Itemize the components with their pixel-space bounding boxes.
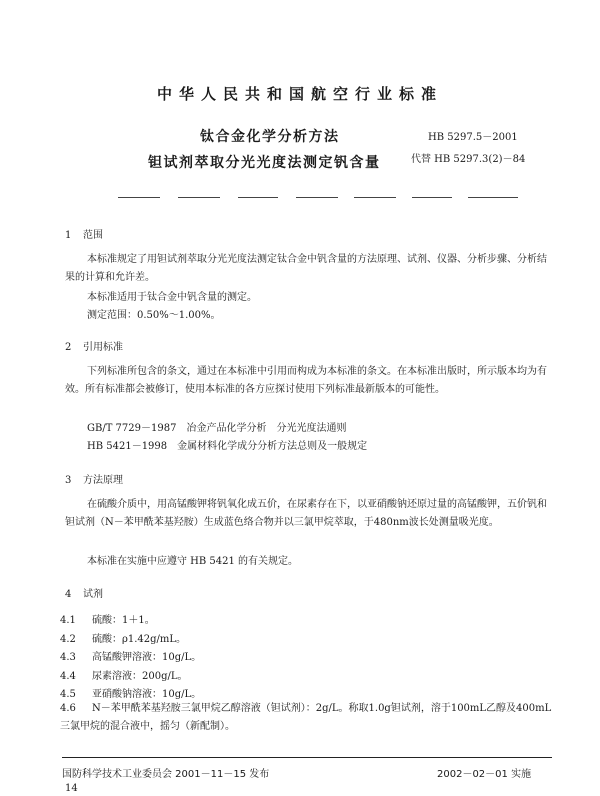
replaces-code: 代替 HB 5297.3(2)－84: [411, 154, 526, 165]
document-title-line2: 钽试剂萃取分光光度法测定钒含量: [148, 155, 381, 171]
effective-date: 2002－02－01 实施: [437, 769, 532, 780]
reagent-item: [60, 648, 201, 663]
section-title: 范围: [83, 230, 103, 241]
organization-title: 中华人民共和国航空行业标准: [156, 85, 443, 103]
reagent-number: 4.5: [60, 689, 76, 700]
paragraph: 本标准适用于钛合金中钒含量的测定。: [87, 292, 257, 303]
paragraph: 本标准在实施中应遵守 HB 5421 的有关规定。: [87, 556, 299, 567]
page-number: 14: [65, 783, 78, 794]
header-divider: [354, 197, 396, 198]
section-heading: [65, 226, 103, 241]
reagent-text: N－苯甲酰苯基羟胺三氯甲烷乙醇溶液（钽试剂）：2g/L。称取1.0g钽试剂，溶于100mL乙醇及400mL三氯甲烷的混合液中，摇匀（新配制）。: [60, 703, 552, 732]
section-title: 试剂: [83, 589, 103, 600]
reagent-item: [60, 685, 201, 700]
paragraph: 在硫酸介质中，用高锰酸钾将钒氧化成五价，在尿素存在下，以亚硝酸钠还原过量的高锰酸钾，五价钒和钽试剂（N－苯甲酰苯基羟胺）生成蓝色络合物并以三氯甲烷萃取，于480nm波长处测量吸光度。: [65, 499, 547, 528]
paragraph: 本标准规定了用钽试剂萃取分光光度法测定钛合金中钒含量的方法原理、试剂、仪器、分析步骤、分析结果的计算和允许差。: [65, 254, 547, 283]
reagent-text: 高锰酸钾溶液：10g/L。: [92, 652, 202, 663]
reagent-text: 亚硝酸钠溶液：10g/L。: [92, 689, 202, 700]
section-heading: [65, 585, 103, 600]
reference-standard: GB/T 7729－1987 冶金产品化学分析 分光光度法通则: [87, 423, 347, 434]
document-title-line1: 钛合金化学分析方法: [200, 129, 340, 145]
reagent-item: [60, 667, 188, 682]
reagent-number: 4.1: [60, 615, 76, 626]
footer-divider: [62, 757, 552, 758]
reagent-number: 4.3: [60, 652, 76, 663]
standard-code: HB 5297.5－2001: [428, 132, 518, 143]
section-number: 4: [65, 589, 72, 600]
reagent-item: [60, 630, 186, 645]
section-number: 1: [65, 230, 72, 241]
header-divider: [118, 197, 160, 198]
reagent-item: [60, 700, 552, 736]
paragraph: 测定范围：0.50%～1.00%。: [87, 310, 221, 321]
header-divider: [238, 197, 278, 198]
reagent-text: 硫酸：ρ1.42g/mL。: [92, 634, 187, 645]
reagent-text: 尿素溶液：200g/L。: [92, 671, 188, 682]
section-title: 引用标准: [83, 342, 123, 353]
header-divider: [468, 197, 518, 198]
reagent-number: 4.2: [60, 634, 76, 645]
header-divider: [296, 197, 338, 198]
section-title: 方法原理: [83, 475, 123, 486]
reagent-number: 4.6: [60, 703, 76, 714]
header-divider: [412, 197, 452, 198]
section-number: 3: [65, 475, 72, 486]
issue-date: 国防科学技术工业委员会 2001－11－15 发布: [62, 769, 270, 780]
reagent-text: 硫酸：1＋1。: [92, 615, 155, 626]
section-heading: [65, 338, 123, 353]
reagent-number: 4.4: [60, 671, 76, 682]
reference-standard: HB 5421－1998 金属材料化学成分分析方法总则及一般规定: [87, 441, 368, 452]
header-divider: [178, 197, 220, 198]
section-heading: [65, 471, 123, 486]
section-number: 2: [65, 342, 72, 353]
reagent-item: [60, 611, 155, 626]
paragraph: 下列标准所包含的条文，通过在本标准中引用而构成为本标准的条文。在本标准出版时，所示版本均为有效。所有标准都会被修订，使用本标准的各方应探讨使用下列标准最新版本的可能性。: [65, 366, 547, 395]
